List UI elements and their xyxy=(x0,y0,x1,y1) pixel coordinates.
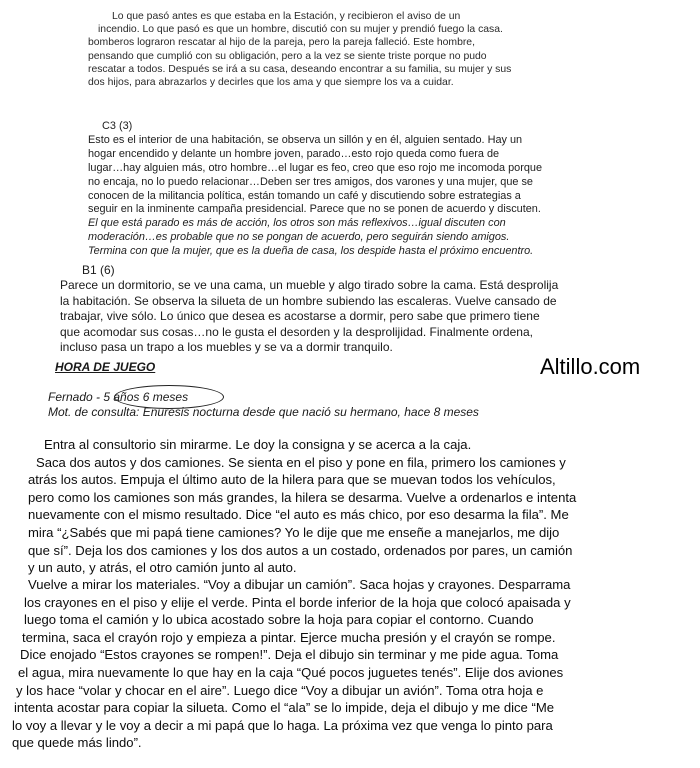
text-line: incluso pasa un trapo a los muebles y se va a dormir tranquilo. xyxy=(60,340,393,355)
text-line: la habitación. Se observa la silueta de un hombre subiendo las escaleras. Vuelve cansado de xyxy=(60,293,557,308)
text-line: luego toma el camión y lo ubica acostado sobre la hoja para copiar el contorno. Cuando xyxy=(24,612,534,628)
site-watermark: Altillo.com xyxy=(540,354,641,379)
text-line: atrás los autos. Empuja el último auto de la hilera para que se muevan todos los vehículos, xyxy=(28,472,556,488)
text-line: trabajar, vive sólo. Lo único que desea es acostarse a dormir, pero sabe que primero tiene xyxy=(60,309,540,324)
text-line: el agua, mira nuevamente lo que hay en la caja “Qué pocos juguetes tenés”. Elije dos aviones xyxy=(18,664,564,680)
text-line: Dice enojado “Estos crayones se rompen!”. Deja el dibujo sin terminar y me pide agua. Toma xyxy=(20,647,559,663)
text-line: termina, saca el crayón rojo y empieza a pintar. Ejerce mucha presión y el crayón se rompe. xyxy=(22,629,556,645)
text-line: no encaja, no lo puedo relacionar…Deben ser tres amigos, dos varones y una mujer, que se xyxy=(88,175,533,188)
text-line: bomberos lograron rescatar al hijo de la pareja, pero la pareja falleció. Este hombre, xyxy=(88,37,475,49)
text-line: mira “¿Sabés que mi papá tiene camiones? Yo le dije que me enseñe a manejarlos, me dijo xyxy=(28,524,560,540)
text-line: pero como los camiones son más grandes, la hilera se desarma. Vuelve a ordenarlos e intenta xyxy=(28,489,577,505)
text-line: Entra al consultorio sin mirarme. Le doy la consigna y se acerca a la caja. xyxy=(44,437,472,452)
text-line: Parece un dormitorio, se ve una cama, un mueble y algo tirado sobre la cama. Está desprolija xyxy=(60,278,559,293)
text-line: los crayones en el piso y elije el verde. Pinta el borde inferior de la hoja que colocó apaisada y xyxy=(24,594,571,610)
text-line: Lo que pasó antes es que estaba en la Estación, y recibieron el aviso de un xyxy=(112,11,461,22)
consultation-reason: Mot. de consulta: Enuresis nocturna desde que nació su hermano, hace 8 meses xyxy=(48,405,479,420)
text-line: hogar encendido y delante un hombre joven, parado…esto rojo queda como fuera de xyxy=(88,147,500,160)
text-line: intenta acostar para copiar la silueta. Como el “ala” se lo impide, deja el dibujo y me dice “Me xyxy=(14,700,555,716)
hand-drawn-circle xyxy=(114,385,224,409)
text-line: Esto es el interior de una habitación, se observa un sillón y en él, alguien sentado. Hay un xyxy=(88,133,523,146)
session-paragraph-2 xyxy=(12,576,692,752)
text-line: Saca dos autos y dos camiones. Se sienta en el piso y pone en fila, primero los camiones y xyxy=(36,454,566,470)
text-line: conocen de la militancia política, están tomando un café y discutiendo sobre estrategias a xyxy=(88,189,521,202)
text-line: pensando que cumplió con su obligación, pero a la vez se siente triste porque no pudo xyxy=(88,50,487,62)
patient-name-age: Fernado - 5 años 6 meses xyxy=(48,390,189,404)
story-paragraph-c3 xyxy=(88,120,688,259)
text-line: Vuelve a mirar los materiales. “Voy a dibujar un camión”. Saca hojas y crayones. Desparrama xyxy=(28,577,571,592)
text-line: lo voy a llevar y le voy a decir a mi papá que lo haga. La próxima vez que venga lo pinto para xyxy=(12,717,553,733)
text-line: que quede más lindo”. xyxy=(12,735,142,751)
text-line: nuevamente con el mismo resultado. Dice “el auto es más chico, por eso desarma la fila”. Me xyxy=(28,507,569,523)
section-heading: HORA DE JUEGO xyxy=(55,360,156,374)
text-line: lugar…hay alguien más, otro hombre…el lugar es feo, creo que eso rojo me incomoda porque xyxy=(88,161,543,174)
card-label: C3 (3) xyxy=(102,120,133,132)
text-line: que sí”. Deja los dos camiones y los dos autos a un costado, ordenados por pares, un camión xyxy=(28,542,573,558)
text-line: rescatar a todos. Después se irá a su casa, deseando encontrar a su familia, su mujer y sus xyxy=(88,63,512,75)
text-line: Termina con que la mujer, que es la dueña de casa, los despide hasta el próximo encuentro. xyxy=(88,245,534,258)
text-line: que acomodar sus cosas…no le gusta el desorden y la desprolijidad. Finalmente ordena, xyxy=(60,324,533,339)
text-line: y un auto, y atrás, el otro camión junto al auto. xyxy=(28,560,297,576)
text-line: moderación…es probable que no se pongan de acuerdo, pero seguirán siendo amigos. xyxy=(88,231,510,244)
session-paragraph-1 xyxy=(28,436,692,577)
text-line: El que está parado es más de acción, los otros son más reflexivos…igual discuten con xyxy=(88,217,506,230)
card-label: B1 (6) xyxy=(82,263,115,277)
story-paragraph-b1 xyxy=(60,263,690,355)
text-line: seguir en la inminente campaña presidencial. Parece que no se ponen de acuerdo y discuten. xyxy=(88,203,541,216)
text-line: y los hace “volar y chocar en el aire”. Luego dice “Voy a dibujar un avión”. Toma otra hoja e xyxy=(16,682,544,698)
story-paragraph-1 xyxy=(88,10,688,89)
text-line: incendio. Lo que pasó es que un hombre, discutió con su mujer y prendió fuego la casa. xyxy=(98,24,503,36)
text-line: dos hijos, para abrazarlos y decirles que los ama y que siempre los va a cuidar. xyxy=(88,77,454,89)
